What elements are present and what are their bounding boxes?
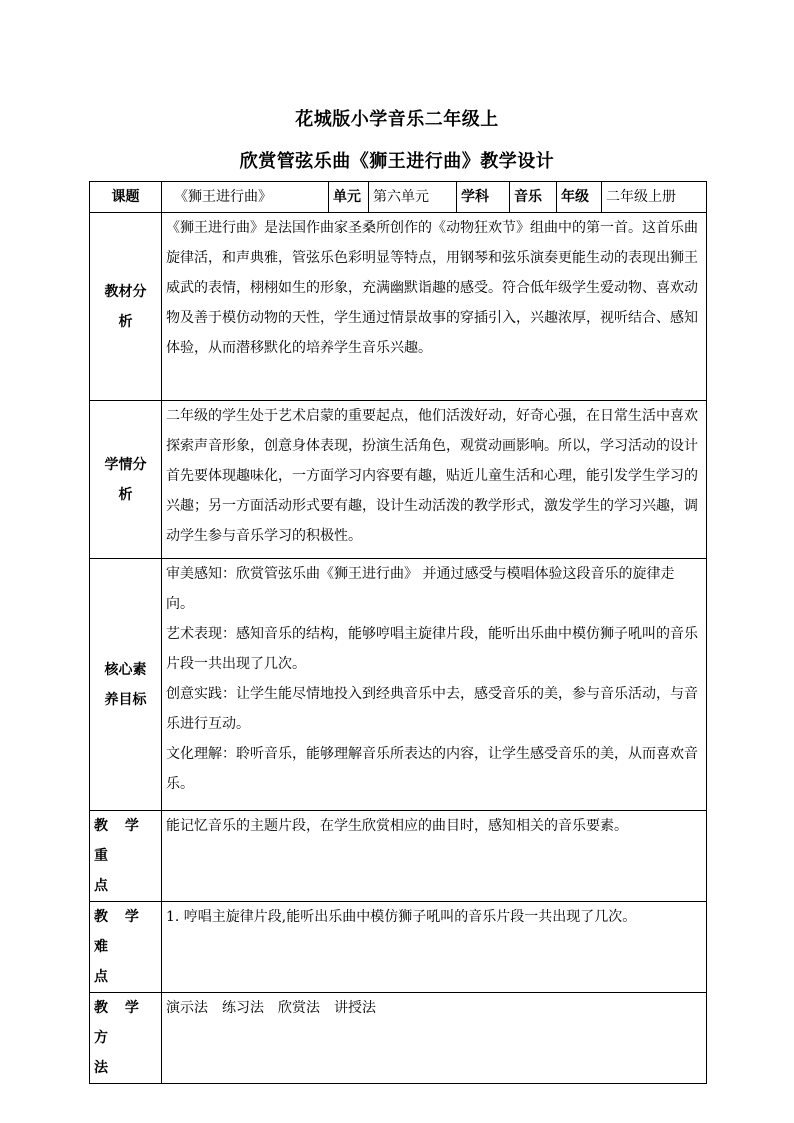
topic-label: 课题: [90, 182, 162, 213]
material-analysis-row: [90, 213, 707, 401]
material-analysis-content: [162, 213, 707, 401]
label-line: 核心素: [104, 661, 147, 678]
lesson-plan-table: [89, 181, 707, 1084]
difficulties-content: 1. 哼唱主旋律片段,能听出乐曲中模仿狮子吼叫的音乐片段一共出现了几次。: [162, 902, 707, 993]
material-paragraph: 《狮王进行曲》是法国作曲家圣桑所创作的《动物狂欢节》组曲中的第一首。这首乐曲旋律活，和声典雅，管弦乐色彩明显等特点，用钢琴和弦乐演奏更能生动的表现出狮王威武的表情，栩栩如生的形象，充满幽默诣趣的感受。符合低年级学生爱动物、喜欢动物及善于模仿动物的天性，学生通过情景故事的穿插引入，兴趣浓厚，视听结合、感知体验，从而潜移默化的培养学生音乐兴趣。: [166, 220, 698, 356]
core-paragraph-culture: 文化理解：聆听音乐，能够理解音乐所表达的内容，让学生感受音乐的美，从而喜欢音乐。: [166, 746, 698, 792]
label-line: 点: [94, 969, 114, 985]
core-literacy-content: [162, 559, 707, 811]
learner-paragraph: 二年级的学生处于艺术启蒙的重要起点，他们活泼好动，好奇心强，在日常生活中喜欢探索声音形象，创意身体表现，扮演生活角色，观赏动画影响。所以，学习活动的设计首先要体现趣味化，一方面学习内容要有趣，贴近儿童生活和心理，能引发学生学习的兴趣；另一方面活动形式要有趣，设计生动活泼的教学形式，激发学生的学习兴趣，调动学生参与音乐学习的积极性。: [166, 408, 698, 544]
label-line: 学情分: [104, 456, 147, 473]
label-line: 教 学 方: [94, 1000, 145, 1046]
core-paragraph-aesthetic: 审美感知：欣赏管弦乐曲《狮王进行曲》 并通过感受与模唱体验这段音乐的旋律走向。: [166, 566, 675, 612]
subject-value: 音乐: [510, 182, 557, 213]
unit-label: 单元: [329, 182, 369, 213]
core-literacy-row: [90, 559, 707, 811]
learner-analysis-row: [90, 401, 707, 559]
difficulties-row: [90, 902, 707, 993]
label-line: 法: [94, 1060, 114, 1076]
key-points-row: [90, 811, 707, 902]
label-line: 析: [118, 313, 133, 330]
key-points-label: [90, 811, 162, 902]
key-points-content: 能记忆音乐的主题片段，在学生欣赏相应的曲目时，感知相关的音乐要素。: [162, 811, 707, 902]
document-title: 花城版小学音乐二年级上: [295, 109, 499, 130]
label-line: 教材分: [104, 283, 147, 300]
label-line: 点: [94, 878, 114, 894]
label-line: 养目标: [104, 691, 147, 708]
methods-label: [90, 993, 162, 1084]
header-row: [90, 182, 707, 213]
methods-row: [90, 993, 707, 1084]
grade-value: 二年级上册: [602, 182, 707, 213]
learner-analysis-content: [162, 401, 707, 559]
difficulties-label: [90, 902, 162, 993]
label-line: 教 学 难: [94, 909, 145, 955]
learner-analysis-label: [90, 401, 162, 559]
subject-label: 学科: [457, 182, 510, 213]
topic-value: 《狮王进行曲》: [162, 182, 329, 213]
core-paragraph-practice: 创意实践：让学生能尽情地投入到经典音乐中去，感受音乐的美，参与音乐活动，与音乐进行互动。: [166, 686, 698, 732]
grade-label: 年级: [557, 182, 602, 213]
label-line: 析: [118, 486, 133, 503]
methods-content: 演示法 练习法 欣赏法 讲授法: [162, 993, 707, 1084]
core-literacy-label: [90, 559, 162, 811]
core-paragraph-expression: 艺术表现：感知音乐的结构，能够哼唱主旋律片段，能听出乐曲中模仿狮子吼叫的音乐片段一共出现了几次。: [166, 626, 698, 672]
label-line: 教 学 重: [94, 818, 145, 864]
unit-value: 第六单元: [369, 182, 457, 213]
material-analysis-label: [90, 213, 162, 401]
document-subtitle: 欣赏管弦乐曲《狮王进行曲》教学设计: [239, 151, 555, 172]
